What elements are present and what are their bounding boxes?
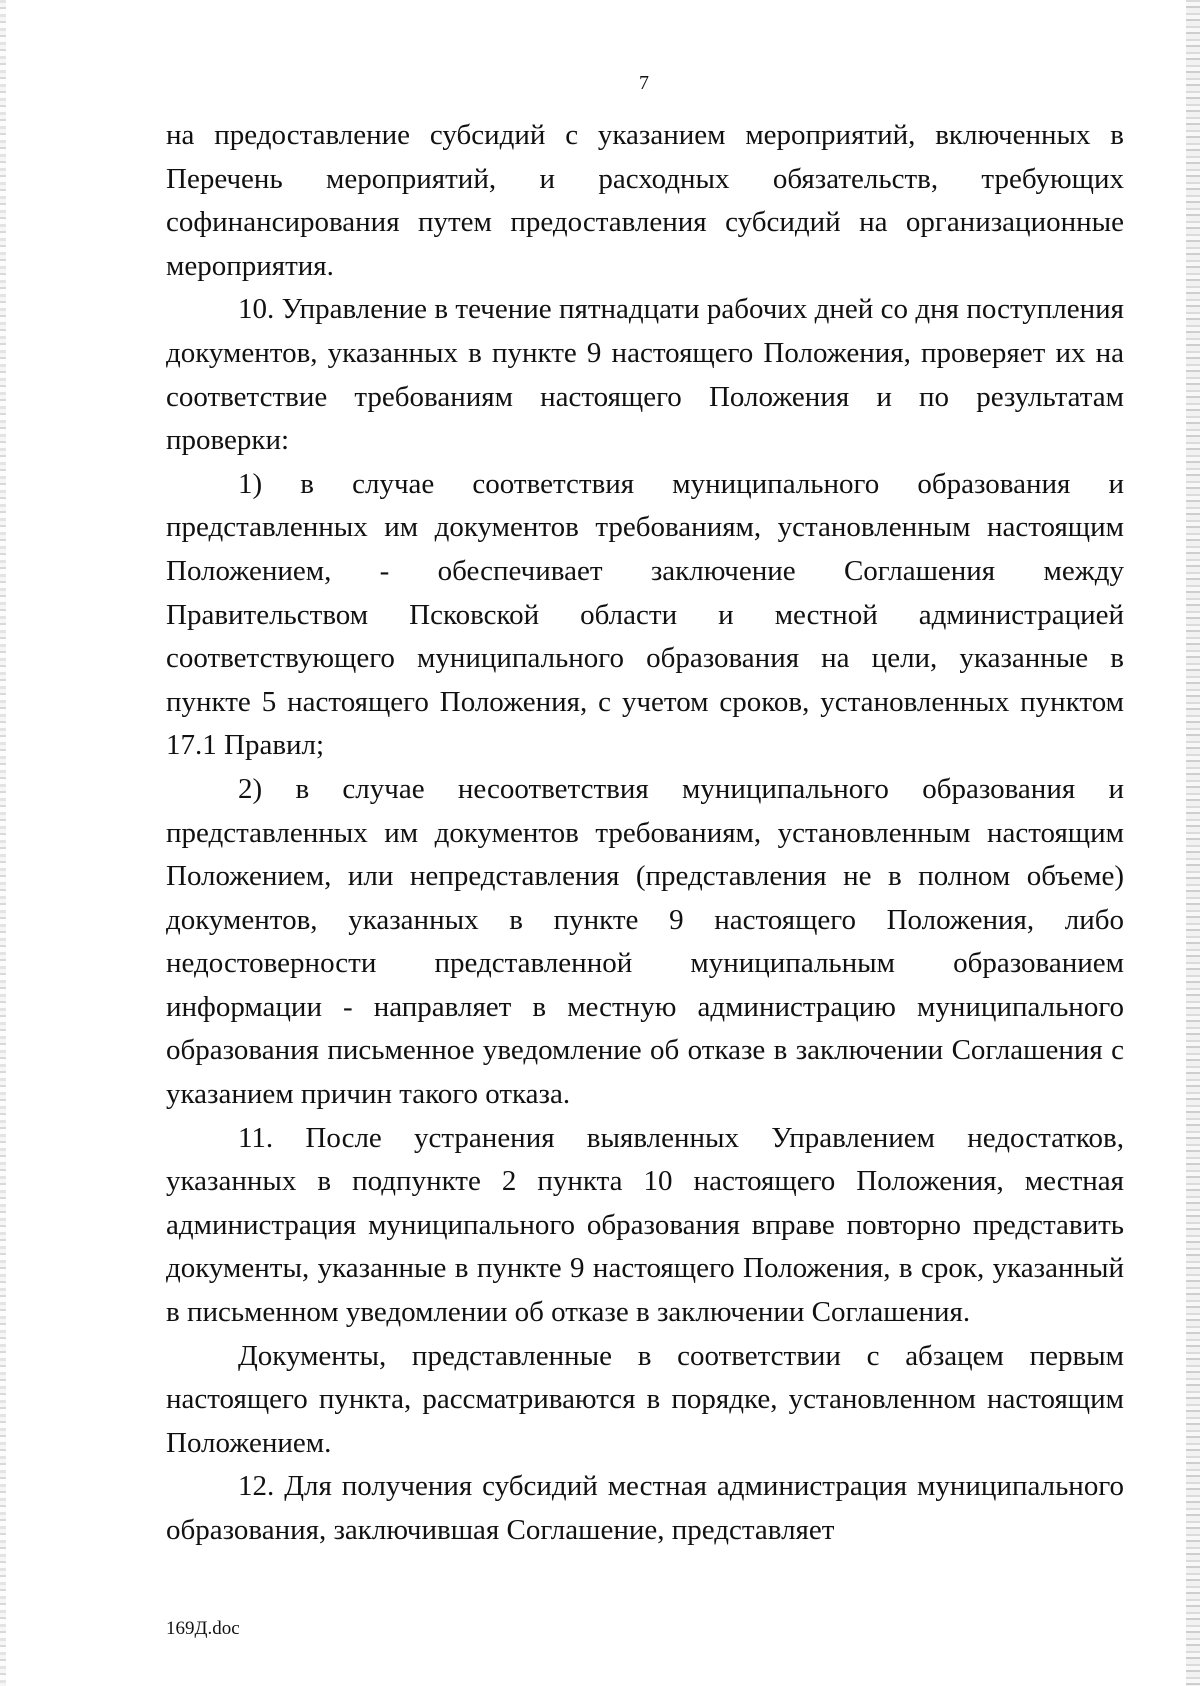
scan-edge-right <box>1186 0 1200 1686</box>
paragraph-subitem-2: 2) в случае несоответствия муниципального образования и представленных им документов требованиям, установленным настоящим Положением, или непредставления (представления не в полном объеме) документов, указанных в пункте 9 настоящего Положения, либо недостоверности представленной муниципальным образованием информации - направляет в местную администрацию муниципального образования письменное уведомление об отказе в заключении Соглашения с указанием причин такого отказа. <box>166 772 1124 1111</box>
page-number: 7 <box>639 72 649 94</box>
paragraph-item-11: 11. После устранения выявленных Управлением недостатков, указанных в подпункте 2 пункта 10 настоящего Положения, местная администрация муниципального образования вправе повторно представить документы, указанные в пункте 9 настоящего Положения, в срок, указанный в письменном уведомлении об отказе в заключении Соглашения. <box>166 1121 1124 1329</box>
scan-edge-left <box>0 0 6 1686</box>
paragraph-subitem-1: 1) в случае соответствия муниципального образования и представленных им документов требованиям, установленным настоящим Положением, - обеспечивает заключение Соглашения между Правительством Псковской области и местной администрацией соответствующего муниципального образования на цели, указанные в пункте 5 настоящего Положения, с учетом сроков, установленных пунктом 17.1 Правил; <box>166 467 1124 762</box>
footer-filename: 169Д.doc <box>166 1618 240 1639</box>
paragraph-item-10: 10. Управление в течение пятнадцати рабочих дней со дня поступления документов, указанных в пункте 9 настоящего Положения, проверяет их на соответствие требованиям настоящего Положения и по результатам проверки: <box>166 293 1124 457</box>
paragraph-continuation: на предоставление субсидий с указанием мероприятий, включенных в Перечень мероприятий, и расходных обязательств, требующих софинансирования путем предоставления субсидий на организационные мероприятия. <box>166 119 1124 282</box>
paragraph-item-12: 12. Для получения субсидий местная администрация муниципального образования, заключившая Соглашение, представляет <box>166 1470 1124 1546</box>
document-body <box>166 114 1124 1553</box>
paragraph-item-11-documents: Документы, представленные в соответствии с абзацем первым настоящего пункта, рассматриваются в порядке, установленном настоящим Положением. <box>166 1339 1124 1459</box>
